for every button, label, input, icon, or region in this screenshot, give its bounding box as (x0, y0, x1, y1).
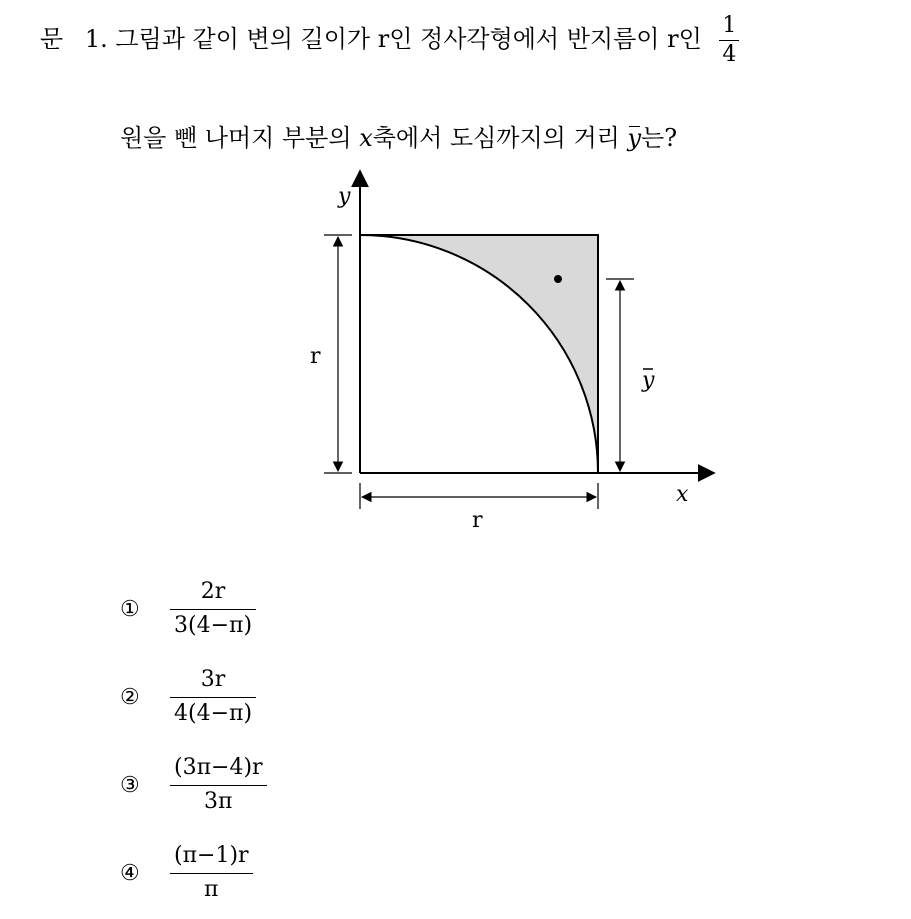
bottom-dim-label: r (472, 508, 483, 533)
choice-numerator: (π−1)r (174, 843, 249, 869)
choice-numerator: 3r (200, 667, 226, 693)
choice-4[interactable] (120, 829, 267, 917)
left-dim-label: r (310, 344, 321, 369)
question-text-1: 그림과 같이 변의 길이가 r인 정사각형에서 반지름이 r인 (115, 25, 702, 54)
choice-marker: ① (120, 596, 140, 622)
quarter-numerator: 1 (722, 13, 737, 38)
question-number: 1. (84, 25, 108, 54)
choice-denominator: π (204, 876, 219, 902)
centroid-dot (554, 275, 562, 283)
choice-marker: ③ (120, 772, 140, 798)
fraction-bar (170, 697, 256, 698)
question-text-2a: 원을 뺀 나머지 부분의 (120, 124, 352, 152)
choice-fraction (170, 668, 256, 725)
question-line-2 (120, 118, 677, 153)
choice-fraction (170, 756, 267, 813)
choice-denominator: 3(4−π) (174, 612, 253, 638)
quarter-denominator: 4 (722, 42, 737, 68)
fraction-bar (719, 40, 739, 41)
choice-fraction (170, 580, 256, 637)
shaded-region (360, 235, 598, 473)
choice-1[interactable] (120, 565, 267, 653)
x-axis-symbol: x (359, 124, 373, 152)
choice-numerator: (3π−4)r (174, 755, 263, 781)
choice-fraction (170, 844, 253, 901)
choice-denominator: 3π (204, 788, 233, 814)
y-axis-label: y (338, 184, 351, 209)
choice-denominator: 4(4−π) (174, 700, 253, 726)
choice-numerator: 2r (200, 579, 226, 605)
fraction-bar (170, 785, 267, 786)
question-label: 문 (40, 25, 64, 54)
choice-marker: ④ (120, 860, 140, 886)
right-dim-label: y (642, 368, 655, 393)
choice-3[interactable] (120, 741, 267, 829)
question-text-2c: 는? (641, 124, 678, 152)
question-line-1 (40, 14, 739, 67)
choice-marker: ② (120, 684, 140, 710)
choice-2[interactable] (120, 653, 267, 741)
question-text-2b: 축에서 도심까지의 거리 (372, 124, 620, 152)
answer-choices (120, 565, 267, 917)
fraction-bar (170, 873, 253, 874)
x-axis-label: x (676, 482, 689, 507)
y-bar-symbol: y (627, 124, 642, 152)
quarter-circle-figure (300, 165, 730, 545)
fraction-bar (170, 609, 256, 610)
quarter-fraction (719, 14, 739, 67)
